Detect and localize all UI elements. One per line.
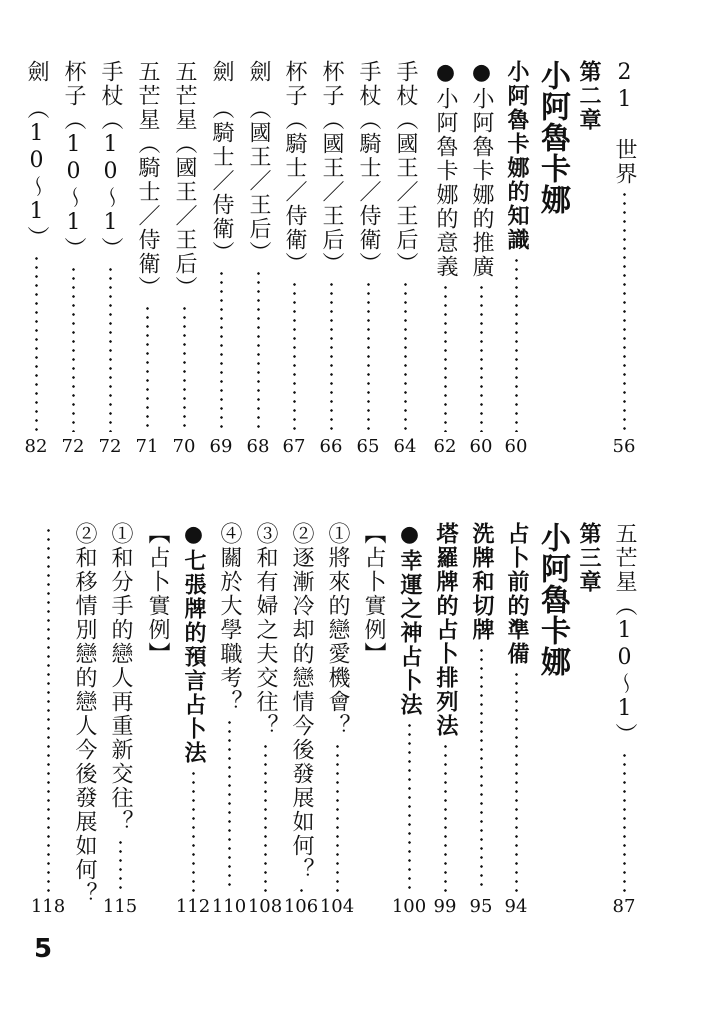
entry-title: 劍 （國王／王后） — [246, 60, 271, 265]
entry-title: ②和移情別戀的戀人今後發展如何？ — [72, 522, 97, 906]
entry-title: ①將來的戀愛機會？ — [325, 522, 350, 738]
leader-dots — [72, 265, 75, 432]
toc-entry[interactable] — [18, 60, 54, 456]
page-number: 108 — [247, 896, 283, 917]
page-number: 65 — [356, 436, 380, 457]
leader-dots — [109, 265, 112, 432]
toc-entry[interactable] — [247, 522, 283, 916]
page-number: 68 — [246, 436, 270, 457]
page-number: 60 — [469, 436, 493, 457]
toc-entry[interactable] — [102, 522, 138, 916]
entry-title: ●七張牌的預言占卜法 — [181, 522, 206, 765]
entry-title: 劍 （10～1） — [24, 60, 49, 250]
page-folio: 5 — [34, 934, 53, 964]
entry-title: 21 世界 — [612, 60, 637, 186]
example-heading — [139, 522, 175, 666]
entry-title: 五芒星（10～1） — [612, 522, 637, 747]
page-number: 66 — [319, 436, 343, 457]
chapter-title — [534, 522, 570, 677]
toc-entry[interactable] — [606, 522, 642, 916]
page-number: 62 — [433, 436, 457, 457]
leader-dots — [404, 280, 407, 432]
entry-title: 五芒星（騎士／侍衛） — [135, 60, 160, 300]
toc-entry[interactable] — [203, 60, 239, 456]
toc-entry-continuation — [30, 522, 66, 916]
page-number: 67 — [282, 436, 306, 457]
leader-dots — [35, 254, 38, 432]
entry-title: 小阿魯卡娜的知識 — [504, 60, 529, 252]
entry-title: 五芒星（國王／王后） — [172, 60, 197, 300]
leader-dots — [623, 190, 626, 432]
leader-dots — [444, 283, 447, 432]
entry-title: 手杖（騎士／侍衛） — [356, 60, 381, 276]
page-number: 64 — [393, 436, 417, 457]
entry-title: 洗牌和切牌 — [469, 522, 494, 642]
page-number: 115 — [102, 896, 138, 917]
entry-title: ③和有婦之夫交往？ — [253, 522, 278, 738]
toc-entry[interactable] — [166, 60, 202, 456]
entry-title: 杯子（國王／王后） — [319, 60, 344, 276]
toc-entry[interactable] — [276, 60, 312, 456]
entry-title: 占卜前的準備 — [504, 522, 529, 666]
page-number: 100 — [391, 896, 427, 917]
leader-dots — [119, 838, 122, 892]
page-number: 104 — [319, 896, 355, 917]
toc-entry[interactable] — [463, 522, 499, 916]
toc-entry[interactable] — [463, 60, 499, 456]
leader-dots — [257, 269, 260, 432]
toc-block-top — [0, 60, 720, 456]
example-heading — [355, 522, 391, 666]
entry-title: ●小阿魯卡娜的推廣 — [469, 60, 494, 279]
toc-entry[interactable] — [391, 522, 427, 916]
leader-dots — [480, 646, 483, 892]
page-number: 87 — [612, 896, 636, 917]
leader-dots — [47, 526, 50, 892]
page-number: 69 — [209, 436, 233, 457]
page-number: 118 — [30, 896, 66, 917]
entry-title: 塔羅牌的占卜排列法 — [433, 522, 458, 738]
toc-entry[interactable] — [240, 60, 276, 456]
toc-entry[interactable] — [427, 60, 463, 456]
leader-dots — [408, 721, 411, 892]
toc-entry[interactable] — [283, 522, 319, 916]
page-number: 56 — [612, 436, 636, 457]
entry-title: 杯子（10～1） — [61, 60, 86, 261]
page-number: 72 — [61, 436, 85, 457]
page-number: 106 — [283, 896, 319, 917]
entry-title: ●幸運之神占卜法 — [397, 522, 422, 717]
leader-dots — [444, 742, 447, 892]
entry-title: 小阿魯卡娜 — [535, 60, 570, 215]
toc-entry[interactable] — [350, 60, 386, 456]
entry-title: 劍 （騎士／侍衛） — [209, 60, 234, 265]
entry-title: 【占卜實例】 — [145, 522, 170, 666]
page-number: 110 — [211, 896, 247, 917]
leader-dots — [336, 742, 339, 892]
toc-entry[interactable] — [313, 60, 349, 456]
entry-title: ●小阿魯卡娜的意義 — [433, 60, 458, 279]
entry-title: 第二章 — [576, 60, 601, 132]
entry-title: 【占卜實例】 — [361, 522, 386, 666]
page-number: 112 — [175, 896, 211, 917]
page-number: 70 — [172, 436, 196, 457]
toc-block-bottom — [0, 522, 720, 916]
toc-entry[interactable] — [175, 522, 211, 916]
toc-entry[interactable] — [319, 522, 355, 916]
chapter-label — [570, 60, 606, 132]
entry-title: 手杖（國王／王后） — [393, 60, 418, 276]
page-number: 71 — [135, 436, 159, 457]
leader-dots — [480, 283, 483, 432]
leader-dots — [330, 280, 333, 432]
toc-entry[interactable] — [129, 60, 165, 456]
leader-dots — [515, 670, 518, 892]
entry-title: 小阿魯卡娜 — [535, 522, 570, 677]
page-number: 94 — [504, 896, 528, 917]
leader-dots — [367, 280, 370, 432]
entry-title: ①和分手的戀人再重新交往？ — [108, 522, 133, 834]
toc-entry[interactable] — [498, 522, 534, 916]
toc-entry[interactable] — [66, 522, 102, 916]
leader-dots — [515, 256, 518, 432]
leader-dots — [300, 886, 303, 892]
leader-dots — [220, 269, 223, 432]
toc-entry[interactable] — [498, 60, 534, 456]
toc-entry[interactable] — [55, 60, 91, 456]
leader-dots — [146, 304, 149, 432]
entry-title: 手杖（10～1） — [98, 60, 123, 261]
toc-entry[interactable] — [606, 60, 642, 456]
page-number: 82 — [24, 436, 48, 457]
entry-title: ④關於大學職考？ — [217, 522, 242, 714]
entry-title: 杯子（騎士／侍衛） — [282, 60, 307, 276]
entry-title: 第三章 — [576, 522, 601, 594]
page-number: 60 — [504, 436, 528, 457]
page-number: 95 — [469, 896, 493, 917]
leader-dots — [264, 742, 267, 892]
entry-title: ②逐漸冷却的戀情今後發展如何？ — [289, 522, 314, 882]
page-number: 72 — [98, 436, 122, 457]
toc-entry[interactable] — [211, 522, 247, 916]
leader-dots — [228, 718, 231, 892]
leader-dots — [192, 769, 195, 892]
leader-dots — [183, 304, 186, 432]
toc-entry[interactable] — [427, 522, 463, 916]
chapter-label — [570, 522, 606, 594]
toc-entry[interactable] — [387, 60, 423, 456]
chapter-title — [534, 60, 570, 215]
leader-dots — [293, 280, 296, 432]
toc-entry[interactable] — [92, 60, 128, 456]
page-number: 99 — [433, 896, 457, 917]
leader-dots — [623, 751, 626, 892]
